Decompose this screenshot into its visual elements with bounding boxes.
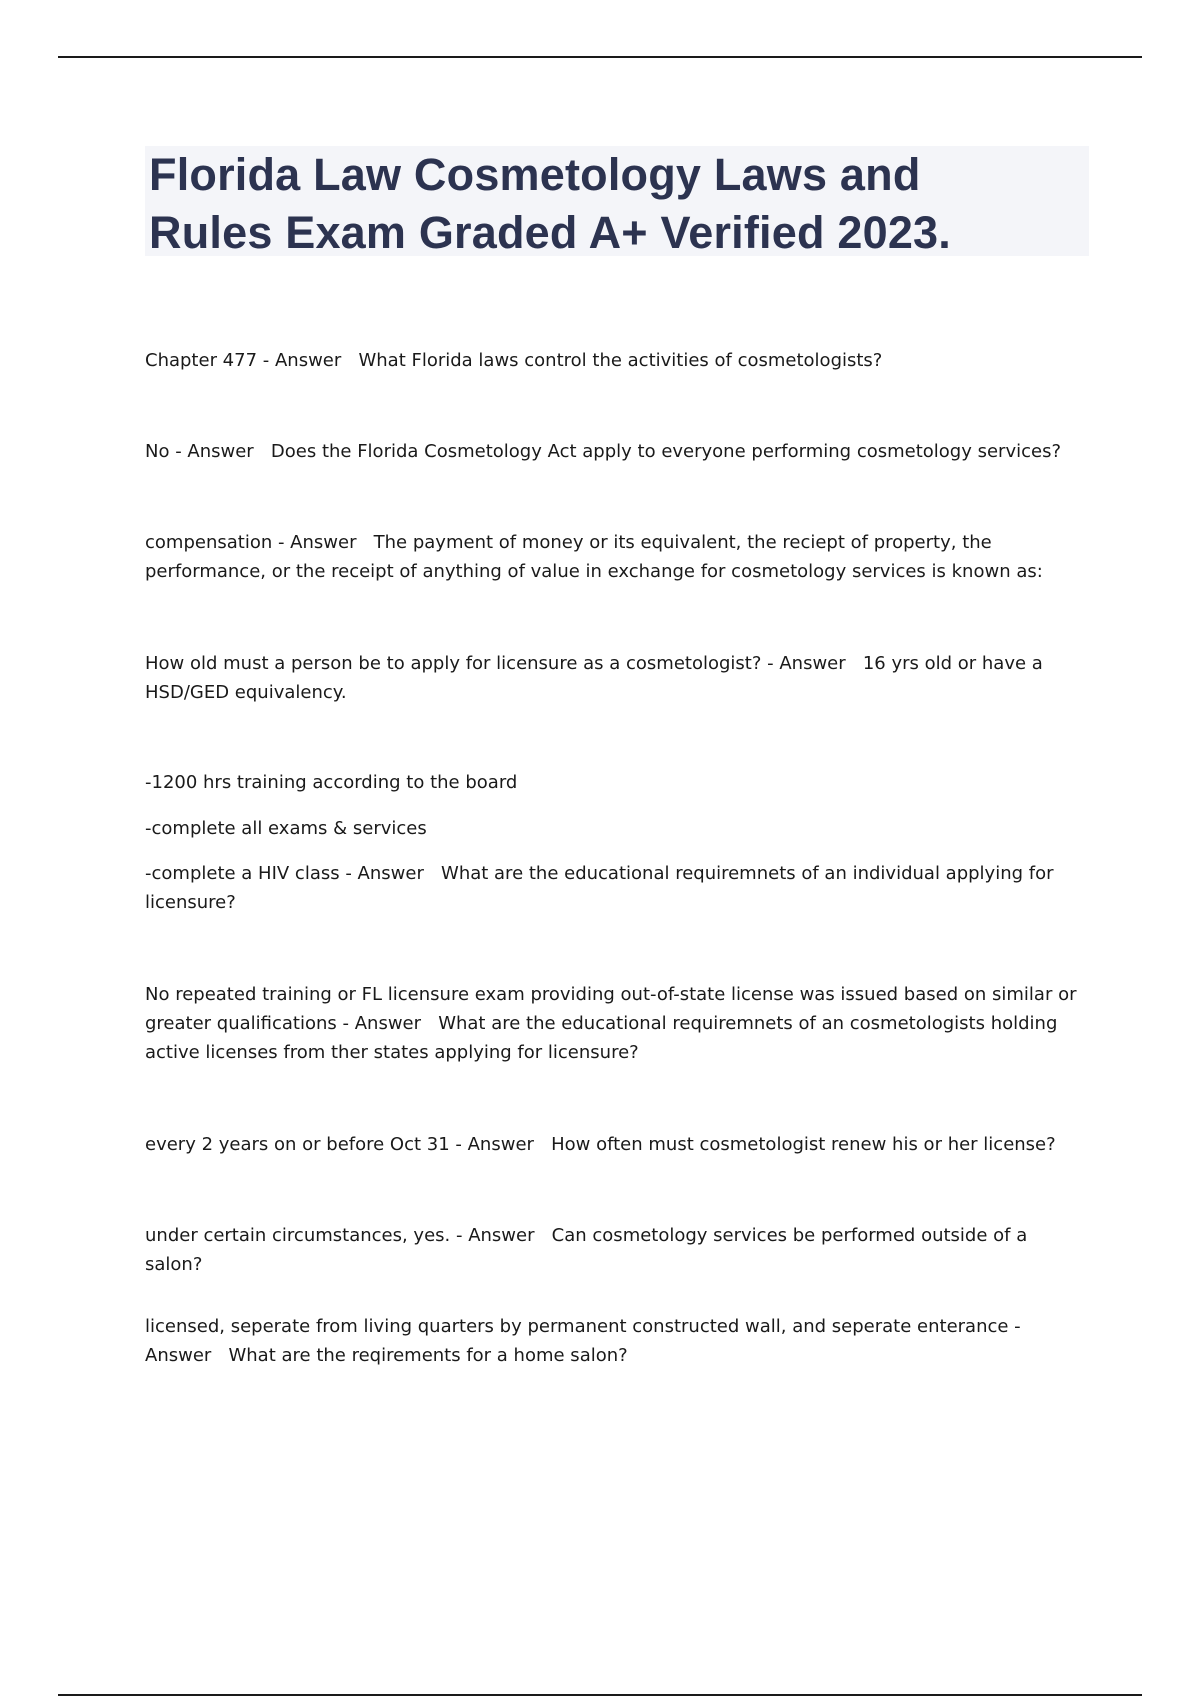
- document-title: [149, 146, 1085, 262]
- question-text: What are the reqirements for a home salon?: [228, 1345, 628, 1366]
- answer-text: Chapter 477 - Answer: [145, 350, 342, 371]
- answer-text: licensed, seperate from living quarters by permanent constructed wall, and seperate enterance - Answer: [145, 1316, 1021, 1366]
- qa-entry-7: [145, 1130, 1090, 1159]
- bottom-rule: [58, 1694, 1142, 1696]
- qa-entry-5: [145, 859, 1090, 917]
- title-block: [145, 146, 1089, 256]
- qa-entry-4: [145, 649, 1090, 707]
- title-line-2: Rules Exam Graded A+ Verified 2023.: [149, 207, 951, 258]
- question-text: What Florida laws control the activities of cosmetologists?: [358, 350, 883, 371]
- answer-text: every 2 years on or before Oct 31 - Answer: [145, 1134, 534, 1155]
- list-text: -complete all exams & services: [145, 818, 427, 839]
- question-text: What are the educational requiremnets of an individual applying for licensure?: [145, 863, 1054, 913]
- qa-entry-5-list-line-1: [145, 768, 1090, 797]
- top-rule: [58, 56, 1142, 58]
- question-text: Can cosmetology services be performed outside of a salon?: [145, 1225, 1028, 1275]
- list-text: -1200 hrs training according to the board: [145, 772, 518, 793]
- qa-entry-8: [145, 1221, 1090, 1279]
- qa-entry-5-list-line-2: [145, 814, 1090, 843]
- question-text: The payment of money or its equivalent, the reciept of property, the performance, or the receipt of anything of value in exchange for cosmetology services is known as:: [145, 532, 1043, 582]
- qa-entry-3: [145, 528, 1090, 586]
- qa-entry-9: [145, 1312, 1090, 1370]
- answer-text: No - Answer: [145, 441, 254, 462]
- answer-text: -complete a HIV class - Answer: [145, 863, 424, 884]
- question-text: 16 yrs old or have a HSD/GED equivalency.: [145, 653, 1043, 703]
- question-text: How often must cosmetologist renew his or her license?: [551, 1134, 1056, 1155]
- question-text: What are the educational requiremnets of an cosmetologists holding active licenses from ther states applying for licensure?: [145, 1013, 1058, 1063]
- qa-entry-1: [145, 346, 1090, 375]
- answer-text: under certain circumstances, yes. - Answer: [145, 1225, 535, 1246]
- qa-entry-2: [145, 437, 1090, 466]
- answer-text: How old must a person be to apply for licensure as a cosmetologist? - Answer: [145, 653, 846, 674]
- title-line-1: Florida Law Cosmetology Laws and: [149, 149, 921, 200]
- answer-text: compensation - Answer: [145, 532, 357, 553]
- qa-entry-6: [145, 980, 1090, 1067]
- answer-text: No repeated training or FL licensure exam providing out-of-state license was issued based on similar or greater qualifications - Answer: [145, 984, 1077, 1034]
- question-text: Does the Florida Cosmetology Act apply to everyone performing cosmetology services?: [270, 441, 1062, 462]
